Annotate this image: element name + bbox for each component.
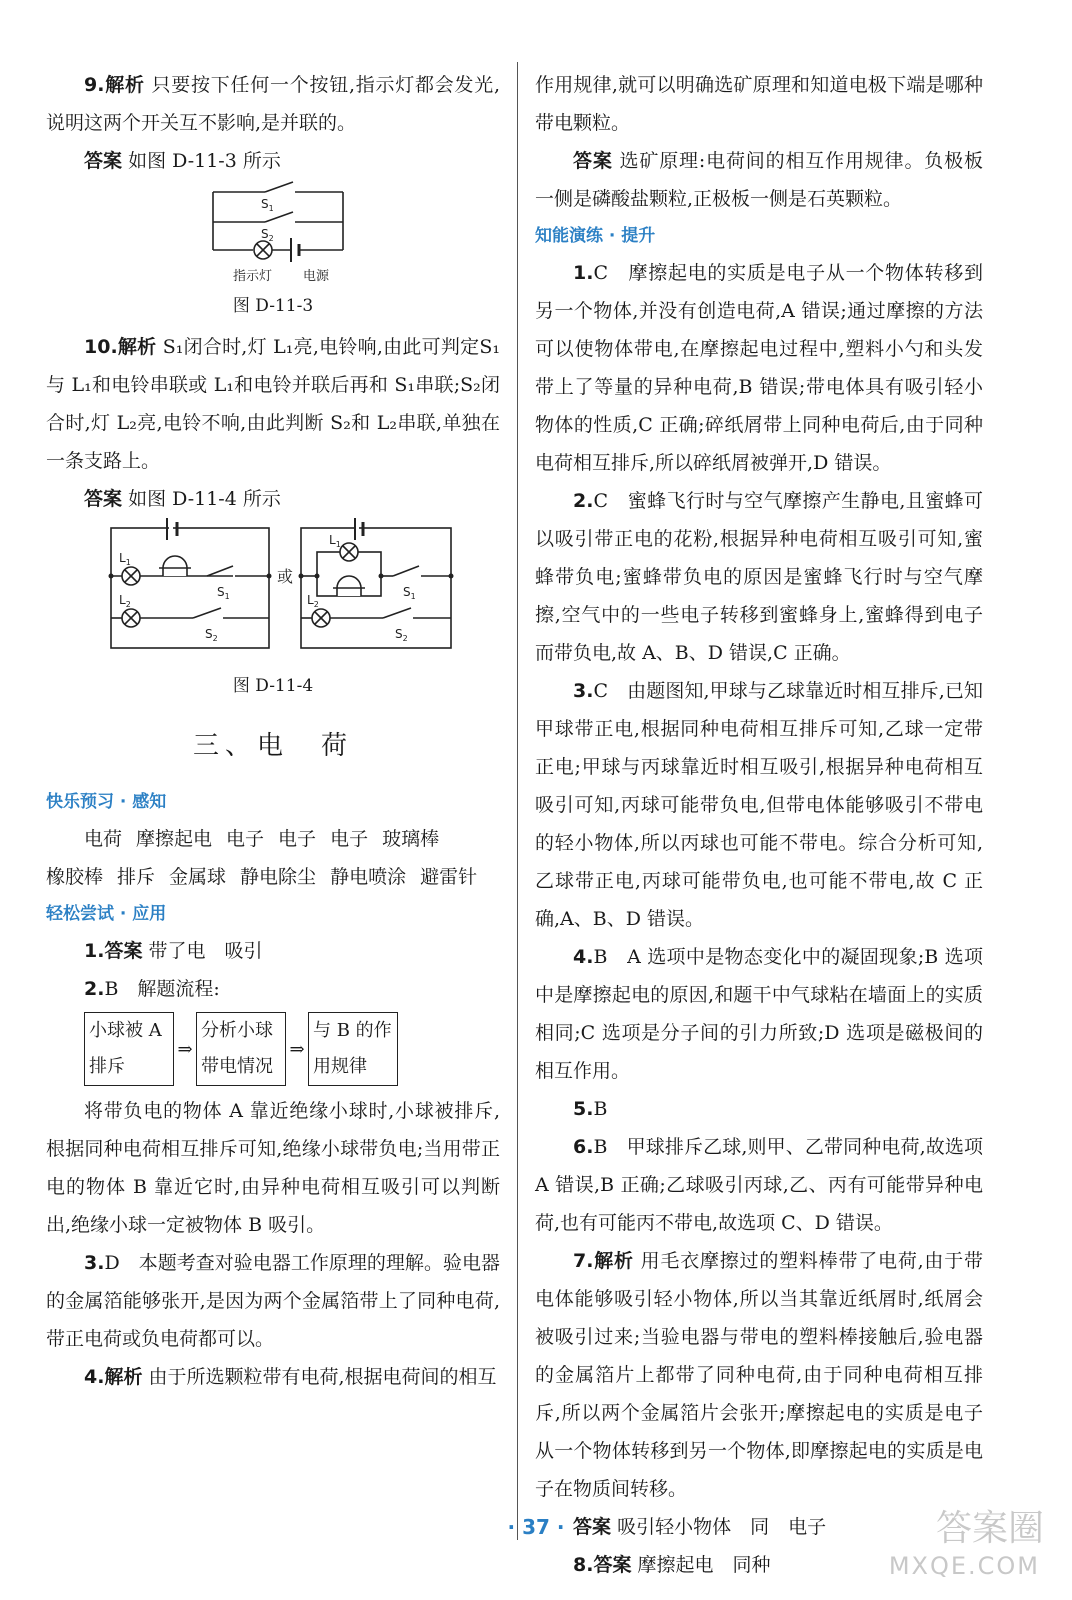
try-q4: 4.解析 由于所选颗粒带有电荷,根据电荷间的相互: [84, 1366, 497, 1388]
preview-answers: 电荷 摩擦起电 电子 电子 电子 玻璃棒: [84, 828, 440, 850]
page-number: · 37 ·: [507, 1515, 565, 1539]
try-q4-cont: 作用规律,就可以明确选矿原理和知道电极下端是哪种带电颗粒。: [535, 74, 983, 134]
flow-step-2: 分析小球带电情况: [196, 1012, 286, 1086]
try-q2-text: 将带负电的物体 A 靠近绝缘小球时,小球被排斥,根据同种电荷相互排斥可知,绝缘小球带负电;当用带正电的物体 B 靠近它时,由异种电荷相互吸引可以判断出,绝缘小球一定被物体 B 吸引。: [46, 1100, 500, 1236]
practice-q6: 6.B 甲球排斥乙球,则甲、乙带同种电荷,故选项 A 错误,B 正确;乙球吸引丙球,乙、丙有可能带异种电荷,也有可能丙不带电,故选项 C、D 错误。: [535, 1136, 983, 1234]
try-q4-answer: 答案 选矿原理:电荷间的相互作用规律。负极板一侧是磷酸盐颗粒,正极板一侧是石英颗粒。: [535, 150, 983, 210]
figure-caption-d-11-3: 图 D-11-3: [232, 296, 314, 316]
svg-text:S2: $S_2$: [205, 627, 218, 643]
section-title: 三、电 荷: [192, 731, 353, 761]
circuit-figure-d-11-4: [83, 518, 463, 668]
q9-answer: 答案 如图 D-11-3 所示: [84, 150, 281, 172]
right-column: [535, 66, 983, 1584]
figure-caption-d-11-4: 图 D-11-4: [232, 676, 314, 696]
svg-text:L2: $L_2$: [307, 593, 319, 609]
source-label: 电源: [303, 269, 330, 284]
svg-text:S2: $S_2$: [261, 227, 274, 243]
practice-q5: 5.B: [573, 1098, 608, 1120]
practice-heading: 知能演练 · 提升: [535, 226, 656, 246]
svg-text:L1: $L_1$: [329, 533, 341, 549]
try-q3: 3.D 本题考查对验电器工作原理的理解。验电器的金属箔能够张开,是因为两个金属箔带上了同种电荷,带正电荷或负电荷都可以。: [46, 1252, 500, 1350]
try-q2-head: 2.B 解题流程:: [84, 978, 220, 1000]
q10-analysis: 10.解析 S₁闭合时,灯 L₁亮,电铃响,由此可判定S₁与 L₁和电铃串联或 L₁和电铃并联后再和 S₁串联;S₂闭合时,灯 L₂亮,电铃不响,由此判断 S₂和 L₂串联,单独在一条支路上。: [46, 336, 500, 472]
watermark-text: 答案圈: [935, 1508, 1044, 1549]
try-q1: 1.答案 带了电 吸引: [84, 940, 263, 962]
practice-q7-answer: 答案 吸引轻小物体 同 电子: [573, 1516, 827, 1538]
watermark-logo: [890, 1500, 1050, 1590]
preview-heading: 快乐预习 · 感知: [46, 792, 167, 812]
lamp-label: 指示灯: [233, 269, 273, 284]
svg-text:S2: $S_2$: [395, 627, 408, 643]
try-heading: 轻松尝试 · 应用: [46, 904, 167, 924]
svg-text:L1: $L_1$: [119, 551, 131, 567]
practice-q8: 8.答案 摩擦起电 同种: [573, 1554, 771, 1576]
practice-q4: 4.B A 选项中是物态变化中的凝固现象;B 选项中是摩擦起电的原因,和题干中气球粘在墙面上的实质相同;C 选项是分子间的引力所致;D 选项是磁极间的相互作用。: [535, 946, 983, 1082]
column-divider: [517, 62, 518, 1540]
q10-answer: 答案 如图 D-11-4 所示: [84, 488, 281, 510]
practice-q7: 7.解析 用毛衣摩擦过的塑料棒带了电荷,由于带电体能够吸引轻小物体,所以当其靠近纸屑时,纸屑会被吸引过来;当验电器与带电的塑料棒接触后,验电器的金属箔片上都带了同种电荷,由于同种电荷相互排斥,所以两个金属箔片会张开;摩擦起电的实质是电子从一个物体转移到另一个物体,即摩擦起电的实质是电子在物质间转移。: [535, 1250, 983, 1500]
svg-text:S1: $S_1$: [217, 585, 230, 601]
practice-q2: 2.C 蜜蜂飞行时与空气摩擦产生静电,且蜜蜂可以吸引带正电的花粉,根据异种电荷相互吸引可知,蜜蜂带负电;蜜蜂带负电的原因是蜜蜂飞行时与空气摩擦,空气中的一些电子转移到蜜蜂身上,蜜蜂得到电子而带负电,故 A、B、D 错误,C 正确。: [535, 490, 983, 664]
left-column: [46, 66, 500, 1396]
svg-text:S1: $S_1$: [261, 197, 274, 213]
q9-analysis: 9.解析 只要按下任何一个按钮,指示灯都会发光,说明这两个开关互不影响,是并联的。: [46, 74, 500, 134]
practice-q3: 3.C 由题图知,甲球与乙球靠近时相互排斥,已知甲球带正电,根据同种电荷相互排斥可知,乙球一定带正电;甲球与丙球靠近时相互吸引,根据异种电荷相互吸引可知,丙球可能带负电,但带电体能够吸引不带电的轻小物体,所以丙球也可能不带电。综合分析可知,乙球带正电,丙球可能带负电,也可能不带电,故 C 正确,A、B、D 错误。: [535, 680, 983, 930]
flow-arrow-icon: ⇒: [289, 1038, 305, 1060]
preview-answers-cont: 橡胶棒 排斥 金属球 静电除尘 静电喷涂 避雷针: [46, 866, 478, 888]
svg-text:L2: $L_2$: [119, 593, 131, 609]
practice-q1: 1.C 摩擦起电的实质是电子从一个物体转移到另一个物体,并没有创造电荷,A 错误;通过摩擦的方法可以使物体带电,在摩擦起电过程中,塑料小勺和头发带上了等量的异种电荷,B 错误;带电体具有吸引轻小物体的性质,C 正确;碎纸屑带上同种电荷后,由于同种电荷相互排斥,所以碎纸屑被弹开,D 错误。: [535, 262, 983, 474]
flow-step-1: 小球被 A 排斥: [84, 1012, 174, 1086]
watermark-url: MXQE.COM: [888, 1552, 1040, 1580]
flow-step-3: 与 B 的作用规律: [308, 1012, 398, 1086]
svg-text:S1: $S_1$: [403, 585, 416, 601]
flow-arrow-icon: ⇒: [177, 1038, 193, 1060]
or-label: 或: [277, 567, 294, 586]
solution-flow: [84, 1012, 500, 1086]
circuit-figure-d-11-3: [173, 180, 373, 288]
